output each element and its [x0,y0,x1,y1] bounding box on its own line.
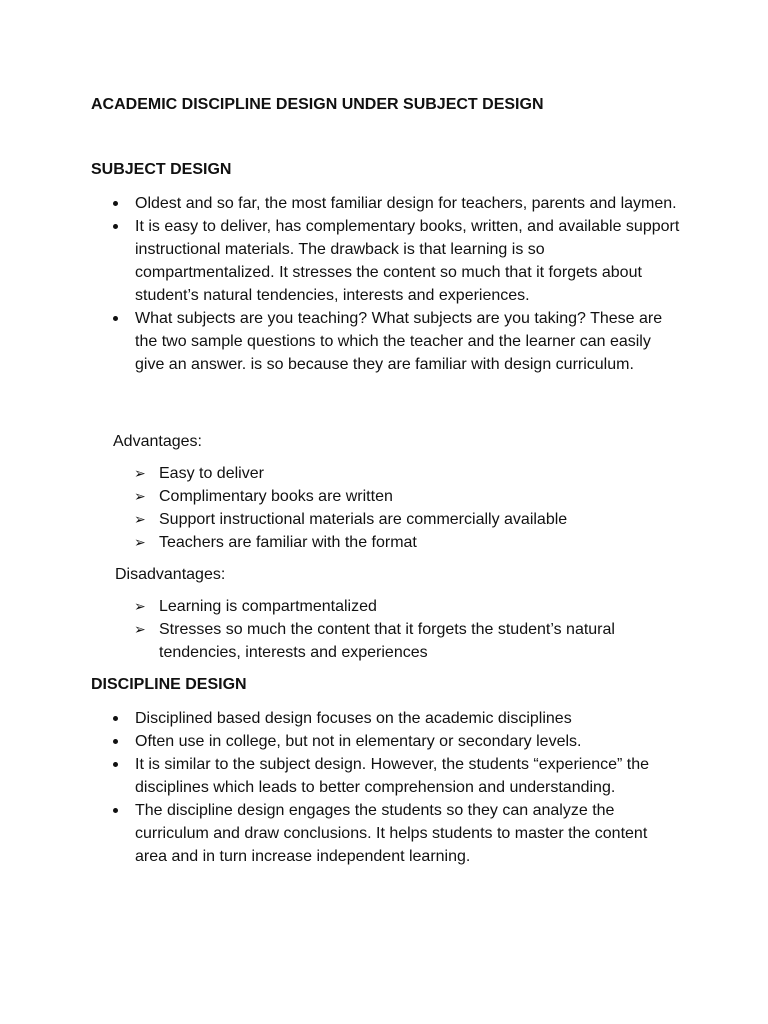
list-item [134,531,694,554]
list-item-text: Complimentary books are written [159,488,393,505]
document-title: ACADEMIC DISCIPLINE DESIGN UNDER SUBJECT DESIGN [91,96,544,113]
bullet-dot-icon [113,316,118,321]
disadvantages-list [134,595,679,664]
bullet-dot-icon [113,201,118,206]
list-item-text: What subjects are you teaching? What subjects are you taking? These are the two sample questions to which the teacher and the learner can easily give an answer. is so because they are familiar with design curriculum. [135,310,663,373]
advantages-list [134,462,694,554]
advantages-label: Advantages: [113,433,202,450]
arrow-bullet-icon: ➢ [134,488,146,504]
bullet-dot-icon [113,716,118,721]
disadvantages-label: Disadvantages: [115,566,226,583]
bullet-dot-icon [113,762,118,767]
subject-design-bullet-list [91,192,681,376]
list-item [134,462,694,485]
list-item-text: It is similar to the subject design. However, the students “experience” the disciplines which leads to better comprehension and understanding. [135,756,650,796]
list-item [134,595,679,618]
list-item [134,485,694,508]
list-item-text: Stresses so much the content that it forgets the student’s natural tendencies, interests and experiences [159,621,615,661]
list-item [91,192,681,215]
list-item-text: The discipline design engages the students so they can analyze the curriculum and draw conclusions. It helps students to master the content area and in turn increase independent learning. [135,802,648,865]
list-item-text: Support instructional materials are commercially available [159,511,568,528]
list-item-text: It is easy to deliver, has complementary books, written, and available support instructional materials. The drawback is that learning is so compartmentalized. It stresses the content so much that it forgets about student’s natural tendencies, interests and experiences. [135,218,680,304]
discipline-design-heading: DISCIPLINE DESIGN [91,676,247,693]
bullet-dot-icon [113,739,118,744]
list-item [134,508,694,531]
list-item [91,730,681,753]
list-item-text: Oldest and so far, the most familiar design for teachers, parents and laymen. [135,195,677,212]
list-item-text: Easy to deliver [159,465,264,482]
list-item-text: Learning is compartmentalized [159,598,377,615]
list-item-text: Disciplined based design focuses on the academic disciplines [135,710,572,727]
arrow-bullet-icon: ➢ [134,621,146,637]
list-item [91,707,681,730]
arrow-bullet-icon: ➢ [134,534,146,550]
list-item [134,618,679,664]
arrow-bullet-icon: ➢ [134,465,146,481]
discipline-design-bullet-list [91,707,681,868]
list-item [91,215,681,307]
arrow-bullet-icon: ➢ [134,598,146,614]
bullet-dot-icon [113,224,118,229]
list-item [91,753,681,799]
subject-design-heading: SUBJECT DESIGN [91,161,232,178]
list-item [91,307,681,376]
arrow-bullet-icon: ➢ [134,511,146,527]
list-item-text: Teachers are familiar with the format [159,534,417,551]
list-item [91,799,681,868]
bullet-dot-icon [113,808,118,813]
list-item-text: Often use in college, but not in elementary or secondary levels. [135,733,582,750]
